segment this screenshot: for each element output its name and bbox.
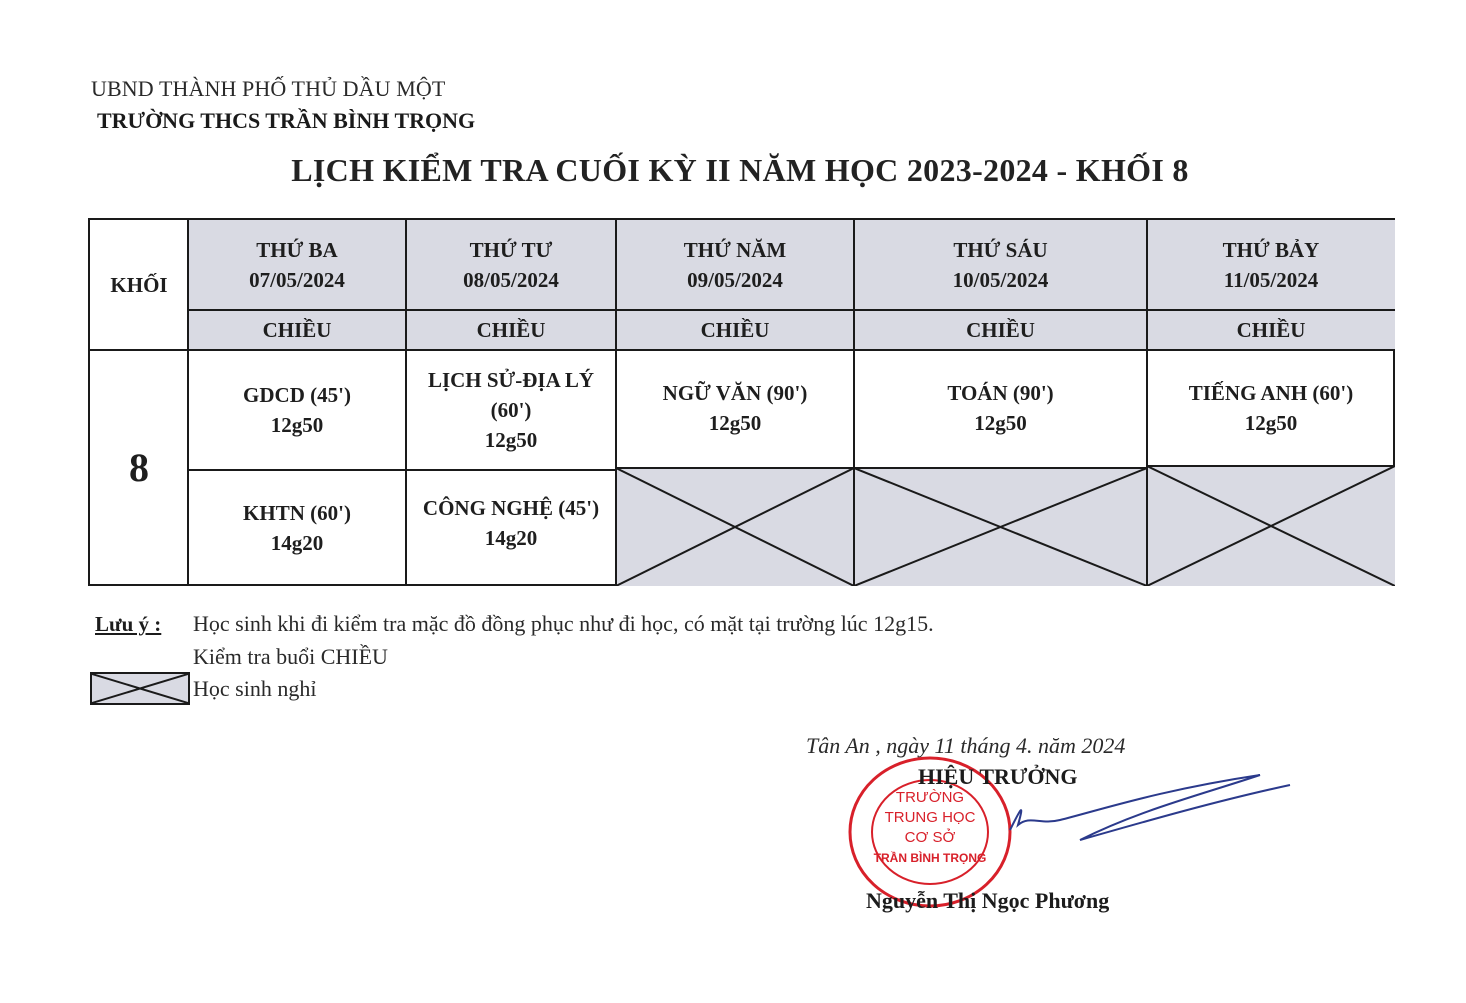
table-divider — [405, 220, 407, 586]
day-date: 07/05/2024 — [249, 268, 345, 292]
day-date: 09/05/2024 — [687, 268, 783, 292]
day-name: THỨ BA — [256, 238, 338, 262]
session-label: CHIỀU — [966, 318, 1035, 342]
table-divider — [187, 220, 189, 586]
document-title: LỊCH KIỂM TRA CUỐI KỲ II NĂM HỌC 2023-2024 - KHỐI 8 — [291, 152, 1189, 188]
day-name: THỨ BẢY — [1222, 238, 1320, 262]
grade-header-cell — [90, 220, 188, 350]
session-cell-2 — [406, 310, 616, 350]
cross-mark-icon — [1147, 466, 1395, 586]
no-exam-cell — [1147, 466, 1395, 586]
grade-number: 8 — [129, 445, 149, 490]
exam-subject: CÔNG NGHỆ (45') — [422, 496, 600, 520]
no-exam-cell — [616, 468, 854, 586]
exam-time: 12g50 — [974, 411, 1027, 435]
cross-mark-icon — [854, 468, 1147, 586]
exam-time: 12g50 — [1244, 411, 1298, 435]
exam-time: 14g20 — [270, 531, 324, 555]
signer-title: HIỆU TRƯỞNG — [918, 764, 1078, 789]
legend-swatch — [90, 672, 190, 705]
exam-subject: TOÁN (90') — [947, 381, 1054, 405]
grade-header-label: KHỐI — [110, 273, 168, 297]
note-session: Kiểm tra buổi CHIỀU — [193, 644, 388, 669]
table-divider — [1146, 220, 1148, 586]
session-label: CHIỀU — [1236, 318, 1306, 342]
signer-name: Nguyễn Thị Ngọc Phương — [866, 888, 1110, 913]
exam-cell — [406, 350, 616, 470]
exam-cell — [188, 470, 406, 586]
school-name: TRƯỜNG THCS TRẦN BÌNH TRỌNG — [97, 108, 476, 133]
day-header-1 — [188, 220, 406, 310]
day-header-2 — [406, 220, 616, 310]
session-cell-5 — [1147, 310, 1395, 350]
exam-schedule-table — [88, 218, 1395, 586]
day-name: THỨ SÁU — [953, 238, 1048, 262]
cross-mark-icon — [92, 674, 188, 703]
session-label: CHIỀU — [700, 318, 770, 342]
table-divider — [188, 469, 616, 471]
day-date: 11/05/2024 — [1223, 268, 1319, 292]
exam-cell — [188, 350, 406, 470]
exam-subject: TIẾNG ANH (60') — [1188, 381, 1354, 405]
authority-name: UBND THÀNH PHỐ THỦ DẦU MỘT — [91, 76, 446, 101]
day-date: 10/05/2024 — [952, 268, 1049, 292]
exam-subject: KHTN (60') — [243, 501, 351, 525]
day-date: 08/05/2024 — [463, 268, 559, 292]
exam-cell — [406, 470, 616, 586]
exam-cell — [616, 350, 854, 470]
exam-time: 12g50 — [484, 428, 538, 452]
exam-time: 14g20 — [484, 526, 538, 550]
day-name: THỨ TƯ — [469, 238, 553, 262]
table-divider — [616, 467, 1147, 469]
day-header-5 — [1147, 220, 1395, 310]
table-divider — [1147, 465, 1395, 467]
stamp-line-3: CƠ SỞ — [904, 829, 956, 846]
legend-label: Học sinh nghỉ — [193, 676, 317, 701]
note-label: Lưu ý : — [95, 612, 162, 636]
exam-subject: GDCD (45') — [243, 383, 351, 407]
session-cell-3 — [616, 310, 854, 350]
session-label: CHIỀU — [476, 318, 546, 342]
exam-subject: NGỮ VĂN (90') — [662, 381, 808, 405]
exam-time: 12g50 — [270, 413, 324, 437]
table-divider — [90, 349, 1395, 351]
stamp-line-1: TRƯỜNG — [895, 789, 965, 806]
table-divider — [615, 220, 617, 586]
handwritten-signature — [1000, 770, 1300, 850]
table-divider — [188, 309, 1395, 311]
session-cell-4 — [854, 310, 1147, 350]
stamp-line-4: TRẦN BÌNH TRỌNG — [873, 851, 987, 865]
exam-subject-duration: (60') — [490, 398, 532, 422]
day-header-3 — [616, 220, 854, 310]
session-cell-1 — [188, 310, 406, 350]
cross-mark-icon — [616, 468, 854, 586]
exam-cell — [854, 350, 1147, 470]
exam-subject: LỊCH SỬ-ĐỊA LÝ — [427, 368, 595, 392]
grade-cell — [90, 350, 188, 586]
session-label: CHIỀU — [262, 318, 332, 342]
exam-time: 12g50 — [708, 411, 762, 435]
table-divider — [853, 220, 855, 586]
no-exam-cell — [854, 468, 1147, 586]
stamp-line-2: TRUNG HỌC — [884, 809, 976, 826]
note-text: Học sinh khi đi kiểm tra mặc đồ đồng phục như đi học, có mặt tại trường lúc 12g15. — [193, 611, 934, 636]
day-name: THỨ NĂM — [683, 238, 787, 262]
exam-cell — [1147, 350, 1395, 470]
sign-date-line: Tân An , ngày 11 tháng 4. năm 2024 — [806, 733, 1126, 758]
day-header-4 — [854, 220, 1147, 310]
